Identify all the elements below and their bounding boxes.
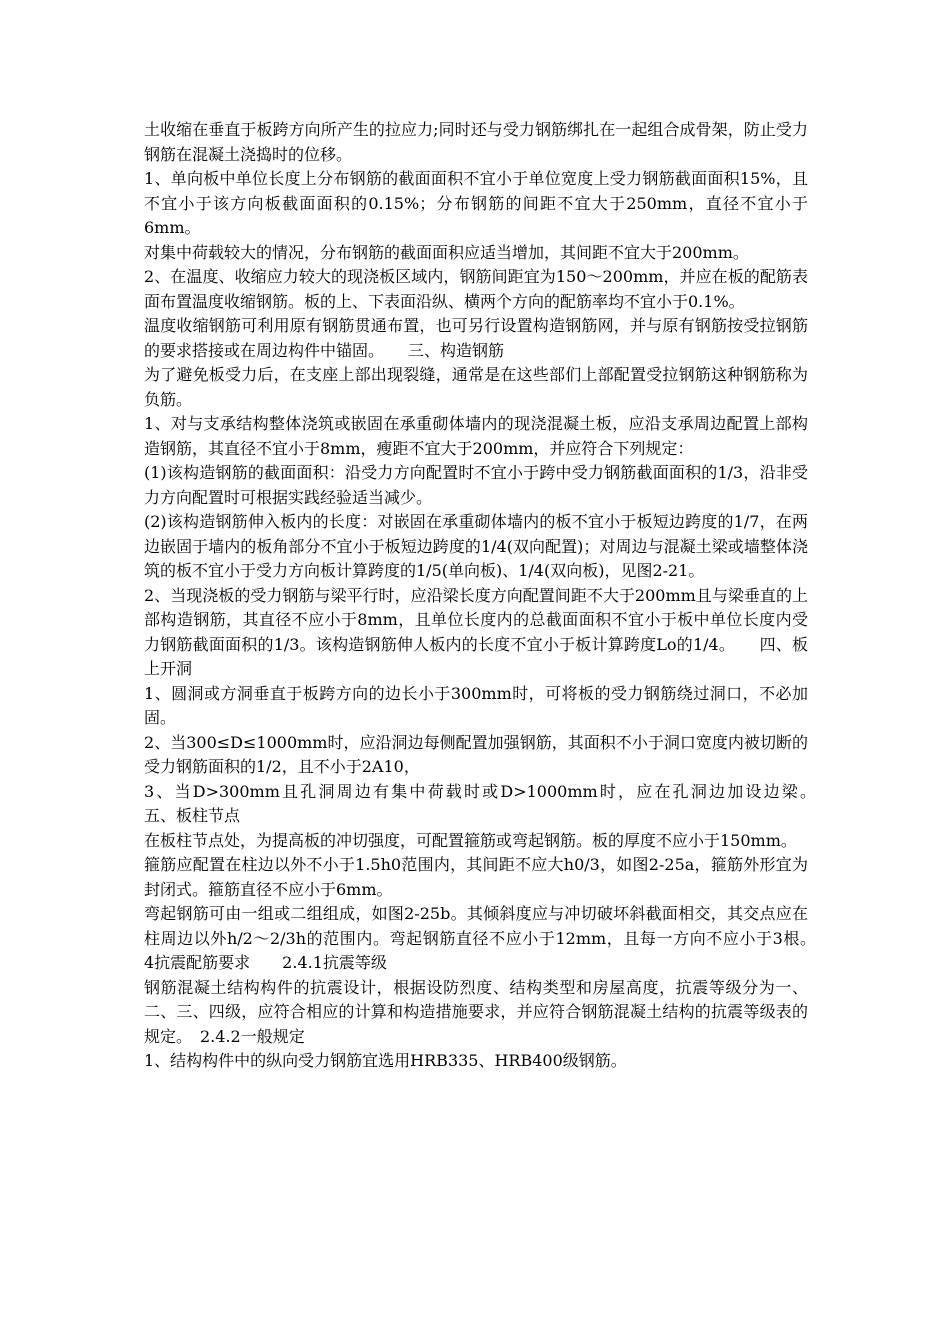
- paragraph: 2、当300≤D≤1000mm时，应沿洞边每侧配置加强钢筋，其面积不小于洞口宽度内被切断的受力钢筋面积的1/2，且不小于2A10，: [144, 732, 808, 776]
- paragraph: (1)该构造钢筋的截面面积：沿受力方向配置时不宜小于跨中受力钢筋截面面积的1/3，沿非受力方向配置时可根据实践经验适当减少。: [144, 463, 808, 507]
- paragraph: 1、单向板中单位长度上分布钢筋的截面面积不宜小于单位宽度上受力钢筋截面面积15%，且不宜小于该方向板截面面积的0.15%；分布钢筋的间距不宜大于250mm，直径不宜小于6mm。: [144, 169, 808, 237]
- paragraph: 箍筋应配置在柱边以外不小于1.5h0范围内，其间距不应大h0/3，如图2-25a，箍筋外形宜为封闭式。箍筋直径不应小于6mm。: [144, 855, 808, 899]
- document-body: [144, 118, 841, 1074]
- paragraph: 温度收缩钢筋可利用原有钢筋贯通布置，也可另行设置构造钢筋网，并与原有钢筋按受拉钢筋的要求搭接或在周边构件中锚固。 三、构造钢筋: [144, 316, 808, 360]
- paragraph: 1、圆洞或方洞垂直于板跨方向的边长小于300mm时，可将板的受力钢筋绕过洞口，不必加固。: [144, 683, 808, 727]
- paragraph: 3、当D>300mm且孔洞周边有集中荷载时或D>1000mm时，应在孔洞边加设边梁。 五、板柱节点: [144, 781, 841, 825]
- paragraph: (2)该构造钢筋伸入板内的长度：对嵌固在承重砌体墙内的板不宜小于板短边跨度的1/7，在两边嵌固于墙内的板角部分不宜小于板短边跨度的1/4(双向配置)；对周边与混凝土梁或墙整体浇筑的板不宜小于受力方向板计算跨度的1/5(单向板)、1/4(双向板)，见图2-21。: [144, 512, 808, 580]
- paragraph: 对集中荷载较大的情况，分布钢筋的截面面积应适当增加，其间距不宜大于200mm。: [144, 242, 749, 262]
- paragraph: 土收缩在垂直于板跨方向所产生的拉应力;同时还与受力钢筋绑扎在一起组合成骨架，防止受力钢筋在混凝土浇捣时的位移。: [144, 120, 808, 164]
- paragraph: 1、对与支承结构整体浇筑或嵌固在承重砌体墙内的现浇混凝土板，应沿支承周边配置上部构造钢筋，其直径不宜小于8mm，瘦距不宜大于200mm，并应符合下列规定：: [144, 414, 808, 458]
- paragraph: 为了避免板受力后，在支座上部出现裂缝，通常是在这些部们上部配置受拉钢筋这种钢筋称为负筋。: [144, 365, 808, 409]
- paragraph: 在板柱节点处，为提高板的冲切强度，可配置箍筋或弯起钢筋。板的厚度不应小于150mm。: [144, 830, 797, 850]
- paragraph: 2、当现浇板的受力钢筋与梁平行时，应沿梁长度方向配置间距不大于200mm且与梁垂直的上部构造钢筋，其直径不应小于8mm，且单位长度内的总截面面积不宜小于板中单位长度内受力钢筋截面面积的1/3。该构造钢筋伸人板内的长度不宜小于板计算跨度Lo的1/4。 四、板上开洞: [144, 585, 808, 678]
- paragraph: 1、结构构件中的纵向受力钢筋宜选用HRB335、HRB400级钢筋。: [144, 1051, 627, 1070]
- paragraph: 弯起钢筋可由一组或二组组成，如图2-25b。其倾斜度应与冲切破坏斜截面相交，其交点应在柱周边以外h/2～2/3h的范围内。弯起钢筋直径不应小于12mm，且每一方向不应小于3根。 4抗震配筋要求 2.4.1抗震等级: [144, 904, 841, 972]
- paragraph: 2、在温度、收缩应力较大的现浇板区域内，钢筋间距宜为150～200mm，并应在板的配筋表面布置温度收缩钢筋。板的上、下表面沿纵、横两个方向的配筋率均不宜小于0.1%。: [144, 267, 808, 311]
- paragraph: 钢筋混凝土结构构件的抗震设计，根据设防烈度、结构类型和房屋高度，抗震等级分为一、二、三、四级，应符合相应的计算和构造措施要求，并应符合钢筋混凝土结构的抗震等级表的规定。 2.4.2一般规定: [144, 977, 808, 1046]
